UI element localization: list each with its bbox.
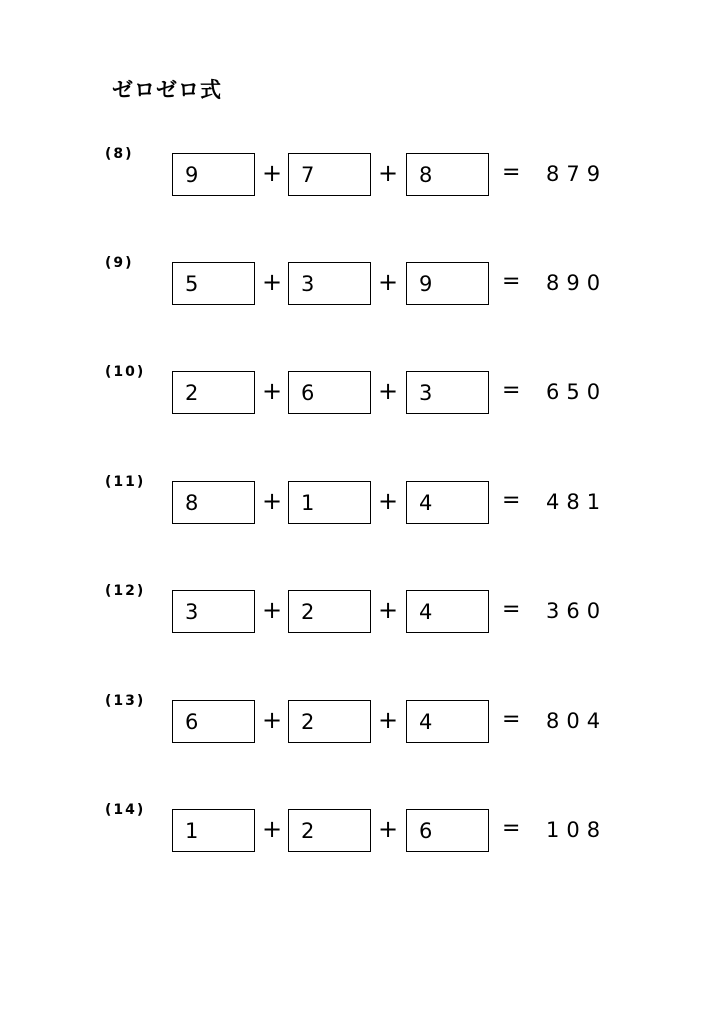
- equals-sign: =: [502, 269, 521, 294]
- sum-result: 804: [546, 709, 608, 733]
- plus-sign: +: [262, 377, 283, 405]
- answer-box-1[interactable]: [172, 371, 255, 414]
- answer-box-2[interactable]: [288, 262, 371, 305]
- box-digit: 6: [301, 381, 315, 405]
- plus-sign: +: [262, 487, 283, 515]
- box-digit: 2: [301, 710, 315, 734]
- sum-result: 890: [546, 271, 608, 295]
- answer-box-3[interactable]: [406, 371, 489, 414]
- answer-box-2[interactable]: [288, 590, 371, 633]
- plus-sign: +: [378, 377, 399, 405]
- problem-number: (14): [105, 802, 146, 818]
- answer-box-2[interactable]: [288, 371, 371, 414]
- answer-box-2[interactable]: [288, 809, 371, 852]
- problem-row-8: [0, 146, 724, 206]
- equals-sign: =: [502, 160, 521, 185]
- box-digit: 4: [419, 600, 433, 624]
- answer-box-3[interactable]: [406, 153, 489, 196]
- box-digit: 2: [301, 600, 315, 624]
- box-digit: 9: [419, 272, 433, 296]
- sum-result: 481: [546, 490, 608, 514]
- box-digit: 3: [185, 600, 199, 624]
- box-digit: 8: [419, 163, 433, 187]
- box-digit: 3: [419, 381, 433, 405]
- box-digit: 2: [301, 819, 315, 843]
- equals-sign: =: [502, 488, 521, 513]
- plus-sign: +: [378, 268, 399, 296]
- problem-row-14: [0, 802, 724, 862]
- plus-sign: +: [262, 159, 283, 187]
- answer-box-3[interactable]: [406, 262, 489, 305]
- box-digit: 6: [419, 819, 433, 843]
- problem-number: (10): [105, 364, 146, 380]
- box-digit: 6: [185, 710, 199, 734]
- plus-sign: +: [262, 815, 283, 843]
- answer-box-1[interactable]: [172, 262, 255, 305]
- equals-sign: =: [502, 816, 521, 841]
- plus-sign: +: [378, 815, 399, 843]
- problem-row-11: [0, 474, 724, 534]
- problem-number: (9): [105, 255, 134, 271]
- answer-box-3[interactable]: [406, 590, 489, 633]
- sum-result: 650: [546, 380, 608, 404]
- sum-result: 879: [546, 162, 608, 186]
- plus-sign: +: [262, 596, 283, 624]
- box-digit: 8: [185, 491, 199, 515]
- equals-sign: =: [502, 378, 521, 403]
- answer-box-1[interactable]: [172, 481, 255, 524]
- answer-box-1[interactable]: [172, 590, 255, 633]
- answer-box-1[interactable]: [172, 700, 255, 743]
- box-digit: 5: [185, 272, 199, 296]
- box-digit: 4: [419, 710, 433, 734]
- answer-box-1[interactable]: [172, 809, 255, 852]
- problem-number: (11): [105, 474, 146, 490]
- box-digit: 3: [301, 272, 315, 296]
- box-digit: 1: [185, 819, 199, 843]
- box-digit: 4: [419, 491, 433, 515]
- problem-row-12: [0, 583, 724, 643]
- plus-sign: +: [378, 487, 399, 515]
- sum-result: 108: [546, 818, 608, 842]
- problem-number: (13): [105, 693, 146, 709]
- equals-sign: =: [502, 707, 521, 732]
- box-digit: 7: [301, 163, 315, 187]
- answer-box-1[interactable]: [172, 153, 255, 196]
- equals-sign: =: [502, 597, 521, 622]
- box-digit: 1: [301, 491, 315, 515]
- answer-box-2[interactable]: [288, 153, 371, 196]
- box-digit: 2: [185, 381, 199, 405]
- answer-box-3[interactable]: [406, 809, 489, 852]
- box-digit: 9: [185, 163, 199, 187]
- problem-number: (12): [105, 583, 146, 599]
- problem-number: (8): [105, 146, 134, 162]
- plus-sign: +: [262, 268, 283, 296]
- answer-box-3[interactable]: [406, 700, 489, 743]
- problem-row-13: [0, 693, 724, 753]
- answer-box-3[interactable]: [406, 481, 489, 524]
- problem-row-10: [0, 364, 724, 424]
- answer-box-2[interactable]: [288, 481, 371, 524]
- plus-sign: +: [262, 706, 283, 734]
- plus-sign: +: [378, 596, 399, 624]
- plus-sign: +: [378, 706, 399, 734]
- problem-row-9: [0, 255, 724, 315]
- answer-box-2[interactable]: [288, 700, 371, 743]
- worksheet-title: ゼロゼロ式: [112, 78, 222, 102]
- sum-result: 360: [546, 599, 608, 623]
- plus-sign: +: [378, 159, 399, 187]
